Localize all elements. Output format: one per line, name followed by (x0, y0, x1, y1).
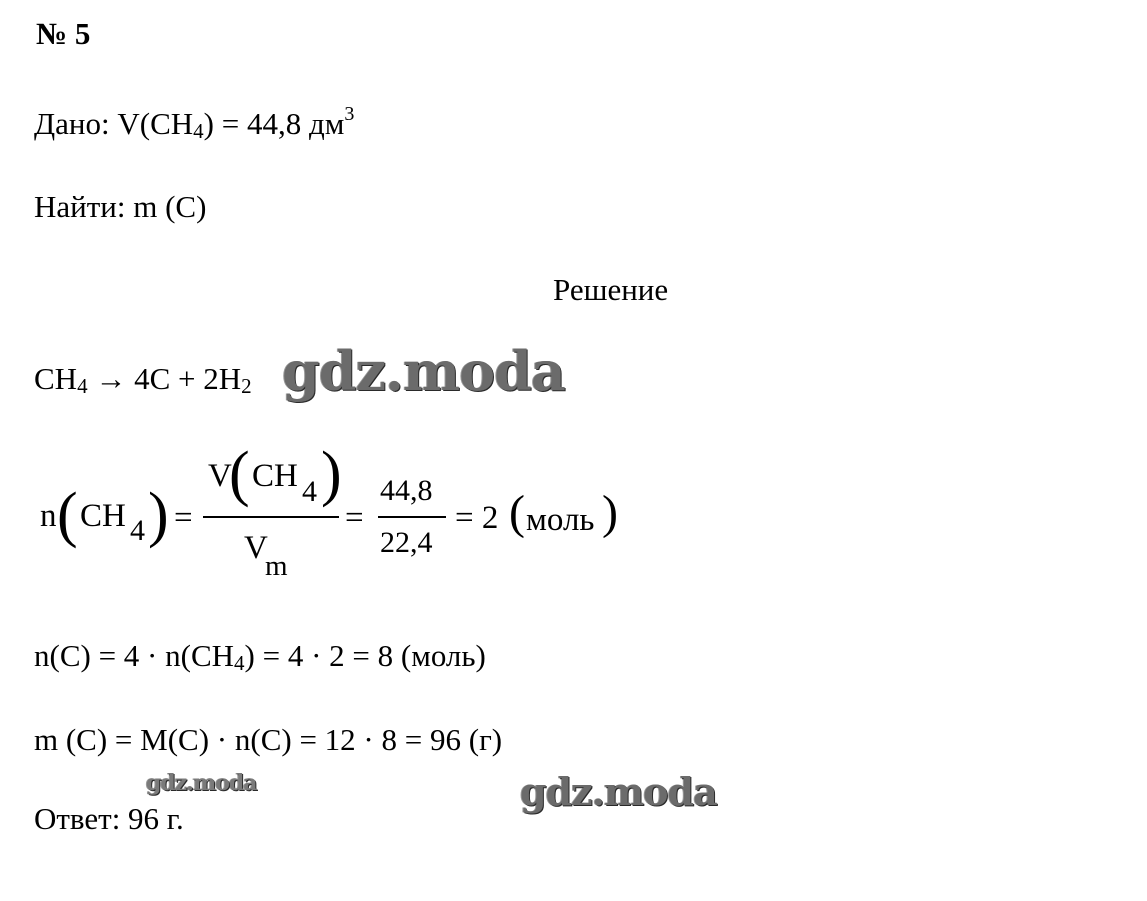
formula-num-close-paren: ) (321, 440, 342, 508)
formula-num2: 44,8 (380, 474, 433, 507)
formula-fraction-bar-2 (378, 516, 446, 518)
reaction-equation (34, 361, 252, 398)
formula-unit: моль (526, 502, 595, 538)
formula-lhs-close-paren: ) (148, 481, 169, 549)
watermark-large: gdz.moda (282, 339, 565, 403)
moles-methane-formula (40, 440, 660, 594)
watermark-medium: gdz.moda (520, 769, 717, 814)
solution-heading: Решение (553, 272, 669, 307)
mol-c-suffix: ) = 4 · 2 = 8 (моль) (244, 638, 486, 673)
given-superscript: 3 (344, 103, 355, 125)
task-number: № 5 (36, 16, 91, 51)
formula-den-v: V (244, 530, 268, 566)
given-label: Дано: (34, 106, 110, 141)
given-subscript: 4 (193, 119, 204, 143)
arrow-products: → 4C + 2H (87, 361, 242, 396)
formula-unit-close-paren: ) (602, 486, 618, 539)
answer-line: Ответ: 96 г. (34, 801, 184, 836)
formula-den-subscript: m (265, 550, 288, 582)
formula-fraction-bar-1 (203, 516, 339, 518)
reactant-subscript: 4 (77, 374, 88, 398)
formula-num-subscript: 4 (302, 475, 317, 508)
find-expr: m (C) (133, 189, 207, 224)
formula-den2: 22,4 (380, 526, 433, 559)
formula-unit-open-paren: ( (509, 486, 525, 539)
mass-carbon-line: m (C) = M(C) · n(C) = 12 · 8 = 96 (г) (34, 722, 503, 757)
find-line (34, 191, 206, 222)
mol-c-prefix: n(C) = 4 · n(CH (34, 638, 235, 673)
given-expr-suffix: ) = 44,8 дм (203, 106, 345, 141)
formula-num-open-paren: ( (229, 440, 250, 508)
formula-eq2: = (345, 500, 364, 536)
find-label: Найти: (34, 189, 126, 224)
formula-lhs-subscript: 4 (130, 514, 145, 547)
given-expr-prefix: V(CH (117, 106, 194, 141)
formula-eq1: = (174, 500, 193, 536)
formula-result: = 2 (455, 500, 499, 536)
formula-lhs-open-paren: ( (57, 481, 78, 549)
formula-num-v: V (208, 458, 232, 494)
formula-lhs-n: n (40, 498, 57, 534)
product-subscript: 2 (241, 374, 252, 398)
moles-carbon-line (34, 638, 486, 675)
given-line (34, 103, 355, 143)
formula-lhs-ch: CH (80, 498, 126, 534)
formula-num-ch: CH (252, 458, 298, 494)
reactant: CH (34, 361, 78, 396)
watermark-small: gdz.moda (146, 770, 257, 796)
mol-c-subscript: 4 (234, 651, 245, 675)
